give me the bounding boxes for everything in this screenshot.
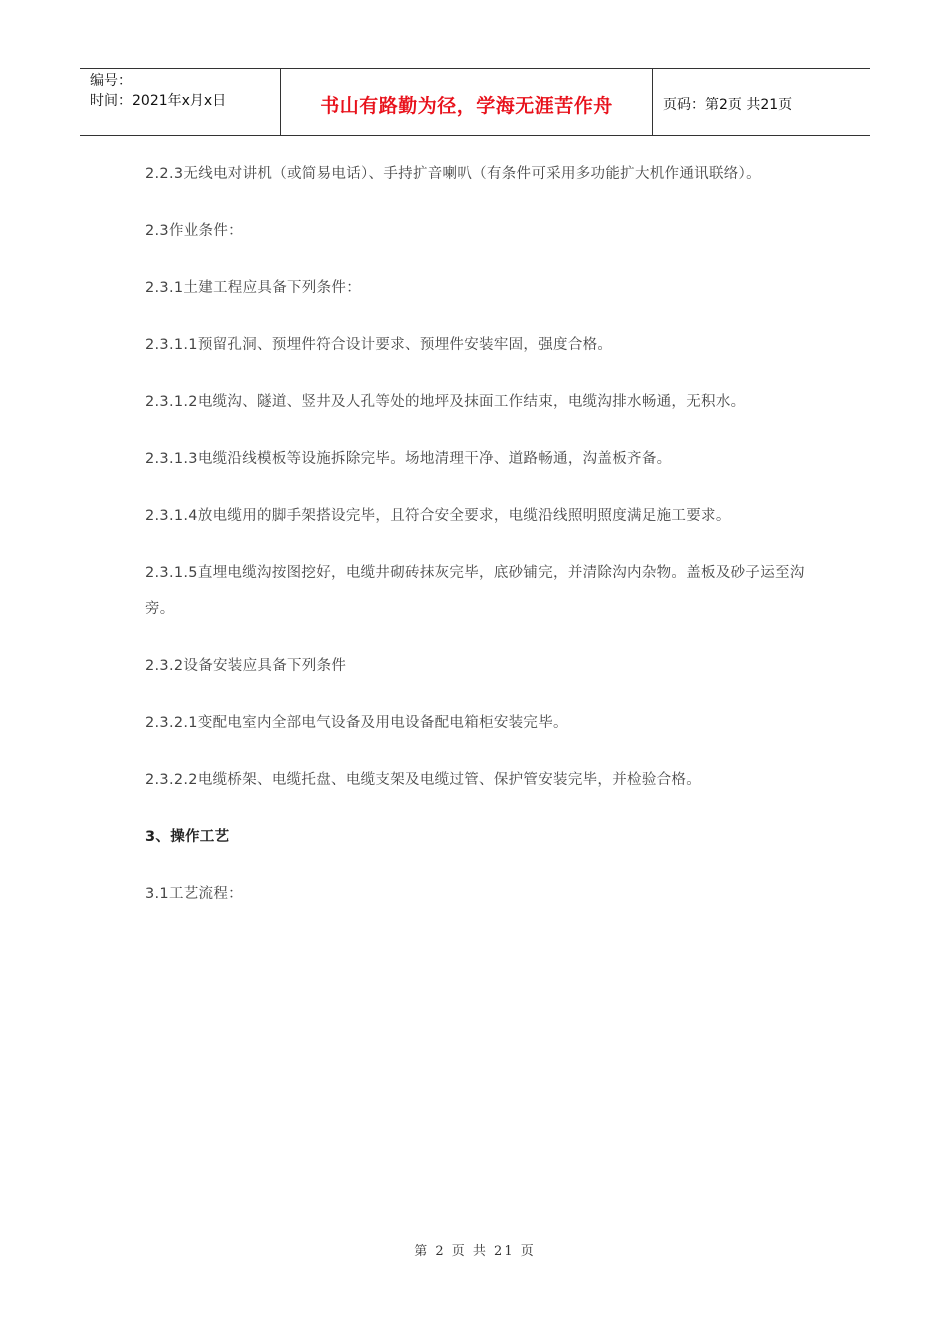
paragraph-2-3-1-5: 2.3.1.5直埋电缆沟按图挖好，电缆井砌砖抹灰完毕，底砂铺完，并清除沟内杂物。盖板及砂子运至沟旁。 <box>145 565 805 617</box>
paragraph-2-3-1-4: 2.3.1.4放电缆用的脚手架搭设完毕，且符合安全要求，电缆沿线照明照度满足施工要求。 <box>145 508 731 524</box>
page-footer: 第 2 页 共 21 页 <box>414 1244 536 1259</box>
paragraph-2-3-2-1: 2.3.2.1变配电室内全部电气设备及用电设备配电箱柜安装完毕。 <box>145 715 568 731</box>
paragraph-2-3-1-3: 2.3.1.3电缆沿线模板等设施拆除完毕。场地清理干净、道路畅通，沟盖板齐备。 <box>145 451 672 467</box>
paragraph-2-3-2-2: 2.3.2.2电缆桥架、电缆托盘、电缆支架及电缆过管、保护管安装完毕，并检验合格。 <box>145 772 702 788</box>
paragraph-2-3-2: 2.3.2设备安装应具备下列条件 <box>145 658 347 674</box>
paragraph-2-3-1-1: 2.3.1.1预留孔洞、预埋件符合设计要求、预埋件安装牢固，强度合格。 <box>145 337 613 353</box>
header-time-label: 时间：2021年x月x日 <box>90 93 227 109</box>
header-meta-cell <box>80 69 281 135</box>
paragraph-2-2-3: 2.2.3无线电对讲机（或简易电话）、手持扩音喇叭（有条件可采用多功能扩大机作通讯联络）。 <box>145 166 761 182</box>
paragraph-2-3: 2.3作业条件： <box>145 223 243 239</box>
paragraph-2-3-1-2: 2.3.1.2电缆沟、隧道、竖井及人孔等处的地坪及抹面工作结束，电缆沟排水畅通，无积水。 <box>145 394 746 410</box>
section-heading-3: 3、操作工艺 <box>145 829 230 845</box>
document-body <box>145 156 810 933</box>
header-number-label: 编号： <box>90 73 132 89</box>
paragraph-3-1: 3.1工艺流程： <box>145 886 243 902</box>
header-motto: 书山有路勤为径，学海无涯苦作舟 <box>281 69 653 135</box>
header-page-code: 页码：第2页 共21页 <box>663 97 793 113</box>
page-header <box>80 68 870 136</box>
paragraph-2-3-1: 2.3.1土建工程应具备下列条件： <box>145 280 361 296</box>
